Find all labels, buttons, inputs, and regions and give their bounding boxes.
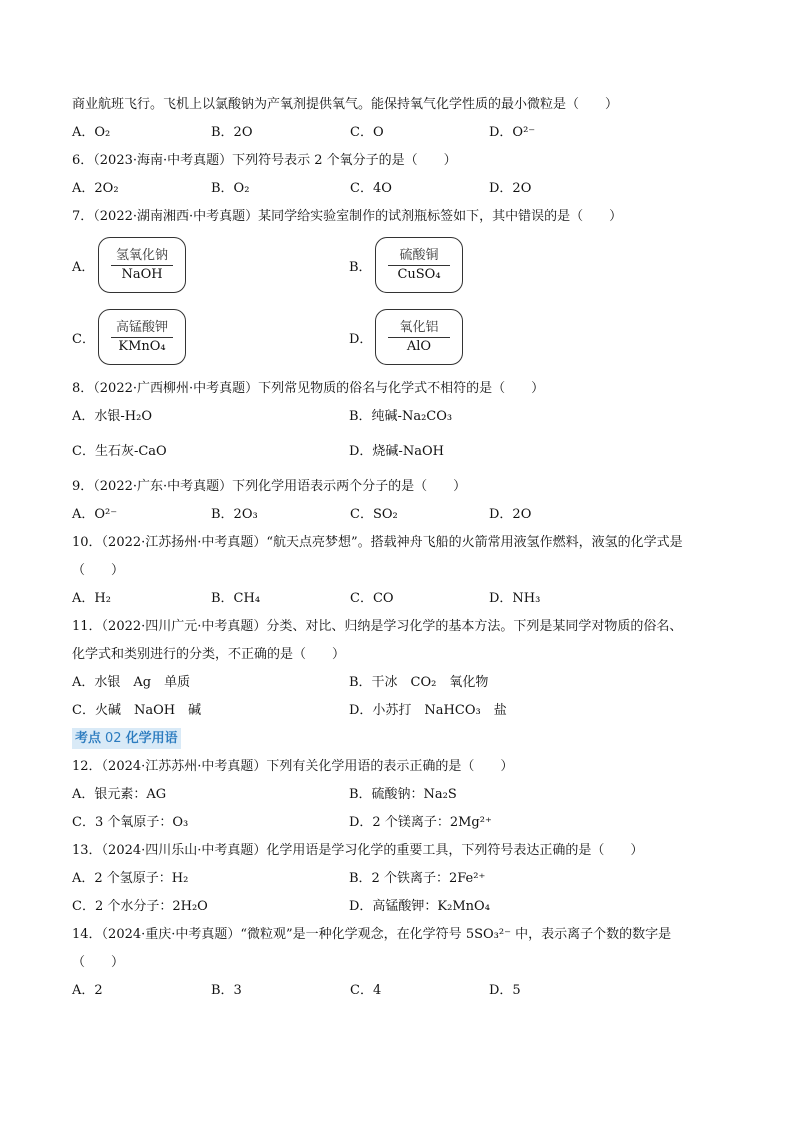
q11-stem: 11．（2022·四川广元·中考真题）分类、对比、归纳是学习化学的基本方法。下列是某同学对物质的俗名、 (72, 619, 683, 634)
q7-option-b-letter: B． (349, 259, 372, 275)
q8-options-row-2 (72, 441, 732, 462)
q7-option-b[interactable] (349, 237, 626, 293)
q14-option-b[interactable]: B．3 (211, 983, 242, 998)
reagent-label-c (98, 309, 186, 365)
q6-option-a[interactable]: A．2O₂ (72, 181, 119, 196)
q7-stem: 7．（2022·湖南湘西·中考真题）某同学给实验室制作的试剂瓶标签如下，其中错误的是（ ） (72, 209, 623, 224)
q5-stem: 商业航班飞行。飞机上以氯酸钠为产氧剂提供氧气。能保持氧气化学性质的最小微粒是（ ） (72, 97, 619, 112)
q11-option-c[interactable]: C．火碱 NaOH 碱 (72, 703, 202, 718)
q9-option-b[interactable]: B．2O₃ (211, 507, 258, 522)
q10-option-a[interactable]: A．H₂ (72, 591, 111, 606)
q8-option-c[interactable]: C．生石灰-CaO (72, 444, 167, 459)
q10-options (72, 588, 732, 609)
section-prefix: 考点 (75, 731, 102, 746)
q6-option-b[interactable]: B．O₂ (211, 181, 250, 196)
q5-option-a[interactable]: A．O₂ (72, 125, 111, 140)
q7-option-a-letter: A． (72, 259, 95, 275)
q7-option-c[interactable] (72, 309, 349, 365)
q14-stem-cont: （ ） (72, 955, 125, 970)
q12-option-a[interactable]: A．银元素：AG (72, 787, 167, 802)
q9-option-d[interactable]: D．2O (489, 507, 532, 522)
reagent-label-d-name: 氧化铝 (399, 319, 439, 335)
q13-option-a[interactable]: A．2 个氢原子：H₂ (72, 871, 189, 886)
reagent-label-b (375, 237, 463, 293)
q5-options (72, 122, 732, 143)
q11-option-b[interactable]: B．干冰 CO₂ 氧化物 (349, 675, 489, 690)
section-badge (72, 728, 181, 749)
q12-option-d[interactable]: D．2 个镁离子：2Mg²⁺ (349, 815, 492, 830)
reagent-label-a-name: 氢氧化钠 (115, 247, 168, 263)
q6-stem: 6．（2023·海南·中考真题）下列符号表示 2 个氧分子的是（ ） (72, 153, 457, 168)
q9-options (72, 504, 732, 525)
q5-option-d[interactable]: D．O²⁻ (489, 125, 536, 140)
q6-options (72, 178, 732, 199)
q7-option-d[interactable] (349, 309, 626, 365)
q8-option-a[interactable]: A．水银-H₂O (72, 409, 152, 424)
q13-option-c[interactable]: C．2 个水分子：2H₂O (72, 899, 208, 914)
q9-option-a[interactable]: A．O²⁻ (72, 507, 118, 522)
q9-option-c[interactable]: C．SO₂ (350, 507, 398, 522)
q11-options-row-2 (72, 700, 732, 721)
q5-option-b[interactable]: B．2O (211, 125, 253, 140)
reagent-label-c-formula: KMnO₄ (111, 337, 173, 356)
reagent-label-a-formula: NaOH (111, 265, 173, 284)
q11-option-a[interactable]: A．水银 Ag 单质 (72, 675, 191, 690)
q7-option-c-letter: C． (72, 331, 95, 347)
q10-option-c[interactable]: C．CO (350, 591, 394, 606)
q14-options (72, 980, 732, 1001)
q13-options-row-2 (72, 896, 732, 917)
q5-option-c[interactable]: C．O (350, 125, 384, 140)
section-title: 化学用语 (125, 731, 178, 746)
q10-option-d[interactable]: D．NH₃ (489, 591, 541, 606)
q12-options-row-2 (72, 812, 732, 833)
q13-options-row-1 (72, 868, 732, 889)
q9-stem: 9．（2022·广东·中考真题）下列化学用语表示两个分子的是（ ） (72, 479, 467, 494)
section-number: 02 (105, 731, 122, 746)
q7-option-a[interactable] (72, 237, 349, 293)
reagent-label-a (98, 237, 186, 293)
q14-option-a[interactable]: A．2 (72, 983, 103, 998)
q13-option-d[interactable]: D．高锰酸钾：K₂MnO₄ (349, 899, 490, 914)
q14-option-c[interactable]: C．4 (350, 983, 382, 998)
q6-option-d[interactable]: D．2O (489, 181, 532, 196)
q10-stem-cont: （ ） (72, 563, 125, 578)
reagent-label-d (375, 309, 463, 365)
reagent-label-b-name: 硫酸铜 (399, 247, 439, 263)
q7-labels-row-2 (72, 306, 732, 368)
section-header (72, 728, 732, 749)
reagent-label-c-name: 高锰酸钾 (115, 319, 168, 335)
q12-option-c[interactable]: C．3 个氧原子：O₃ (72, 815, 189, 830)
q7-option-d-letter: D． (349, 331, 373, 347)
q8-option-d[interactable]: D．烧碱-NaOH (349, 444, 444, 459)
q12-stem: 12．（2024·江苏苏州·中考真题）下列有关化学用语的表示正确的是（ ） (72, 759, 514, 774)
q8-stem: 8．（2022·广西柳州·中考真题）下列常见物质的俗名与化学式不相符的是（ ） (72, 381, 545, 396)
q13-stem: 13．（2024·四川乐山·中考真题）化学用语是学习化学的重要工具，下列符号表达正确的是（ ） (72, 843, 644, 858)
q12-option-b[interactable]: B．硫酸钠：Na₂S (349, 787, 457, 802)
q13-option-b[interactable]: B．2 个铁离子：2Fe²⁺ (349, 871, 486, 886)
q14-stem: 14．（2024·重庆·中考真题）“微粒观”是一种化学观念，在化学符号 5SO₃²⁻ 中，表示离子个数的数字是 (72, 927, 672, 942)
q11-option-d[interactable]: D．小苏打 NaHCO₃ 盐 (349, 703, 507, 718)
q14-option-d[interactable]: D．5 (489, 983, 521, 998)
q11-stem-cont: 化学式和类别进行的分类，不正确的是（ ） (72, 647, 346, 662)
q10-stem: 10．（2022·江苏扬州·中考真题）“航天点亮梦想”。搭载神舟飞船的火箭常用液氢作燃料，液氢的化学式是 (72, 535, 683, 550)
q7-labels-row-1 (72, 234, 732, 296)
q12-options-row-1 (72, 784, 732, 805)
reagent-label-b-formula: CuSO₄ (388, 265, 450, 284)
q11-options-row-1 (72, 672, 732, 693)
exam-page (72, 94, 732, 1008)
q8-option-b[interactable]: B．纯碱-Na₂CO₃ (349, 409, 453, 424)
q10-option-b[interactable]: B．CH₄ (211, 591, 261, 606)
q6-option-c[interactable]: C．4O (350, 181, 392, 196)
q8-options-row-1 (72, 406, 732, 427)
reagent-label-d-formula: AlO (388, 337, 450, 356)
